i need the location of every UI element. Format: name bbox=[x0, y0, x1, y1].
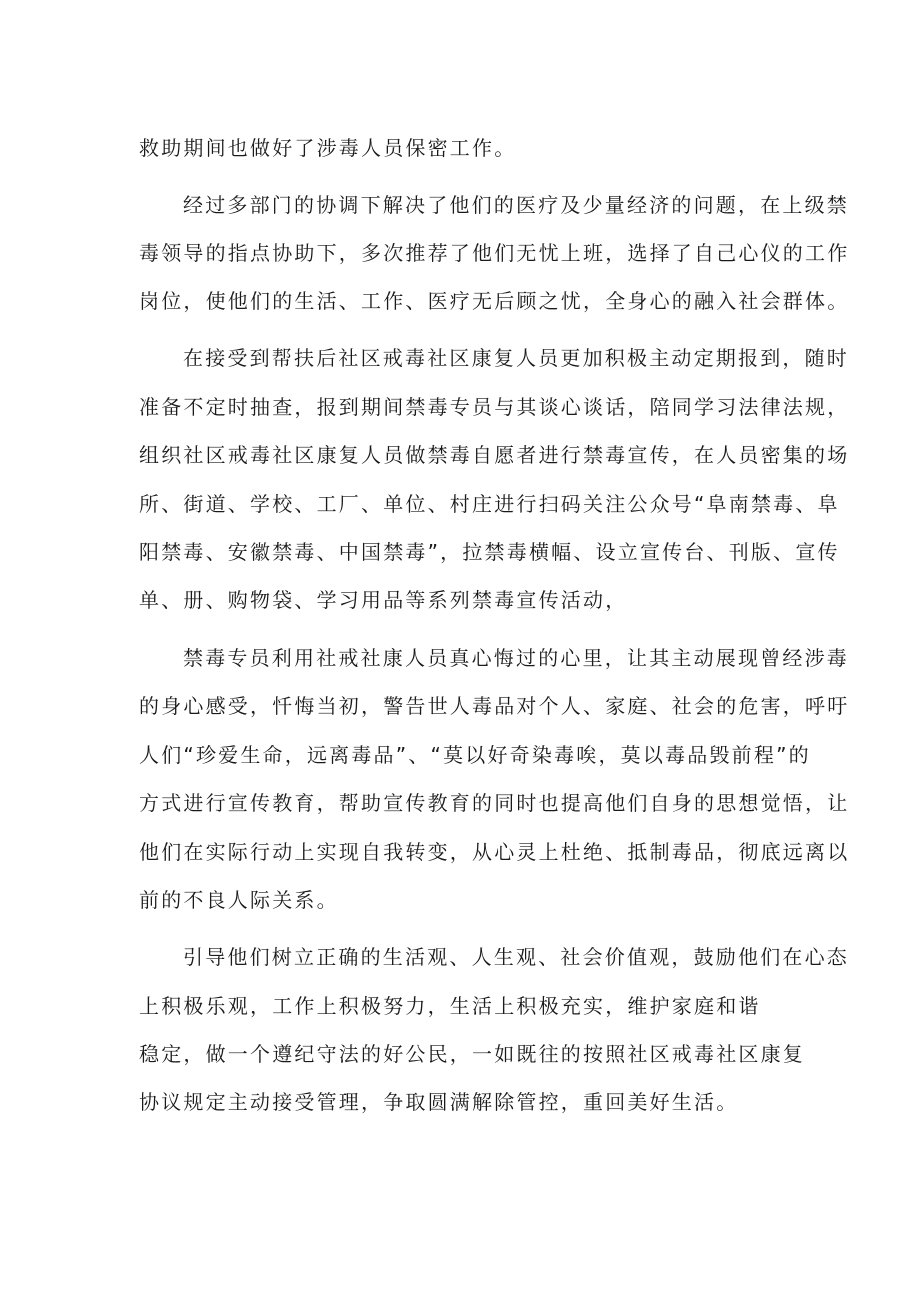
paragraph-4-line-2: 的身心感受，忏悔当初，警告世人毒品对个人、家庭、社会的危害，呼吁 bbox=[139, 694, 850, 718]
paragraph-4-line-3: 人们“珍爱生命，远离毒品”、“莫以好奇染毒唉，莫以毒品毁前程”的 bbox=[139, 743, 811, 767]
paragraph-3-line-4: 所、街道、学校、工厂、单位、村庄进行扫码关注公众号“阜南禁毒、阜 bbox=[139, 492, 840, 516]
paragraph-2-line-1: 经过多部门的协调下解决了他们的医疗及少量经济的问题，在上级禁 bbox=[183, 193, 849, 217]
paragraph-3-line-3: 组织社区戒毒社区康复人员做禁毒自愿者进行禁毒宣传，在人员密集的场 bbox=[139, 443, 850, 467]
paragraph-1-line-1: 救助期间也做好了涉毒人员保密工作。 bbox=[139, 136, 517, 160]
paragraph-5-line-2: 上积极乐观，工作上积极努力，生活上积极充实，维护家庭和谐 bbox=[139, 994, 761, 1018]
paragraph-5-line-1: 引导他们树立正确的生活观、人生观、社会价值观，鼓励他们在心态 bbox=[183, 945, 849, 969]
paragraph-2-line-2: 毒领导的指点协助下，多次推荐了他们无忧上班，选择了自己心仪的工作 bbox=[139, 241, 850, 265]
paragraph-4-line-4: 方式进行宣传教育，帮助宣传教育的同时也提高他们自身的思想觉悟，让 bbox=[139, 791, 850, 815]
paragraph-3-line-2: 准备不定时抽查，报到期间禁毒专员与其谈心谈话，陪同学习法律法规， bbox=[139, 395, 850, 419]
paragraph-2-line-3: 岗位，使他们的生活、工作、医疗无后顾之忧，全身心的融入社会群体。 bbox=[139, 289, 850, 313]
paragraph-4-line-6: 前的不良人际关系。 bbox=[139, 888, 339, 912]
paragraph-3-line-1: 在接受到帮扶后社区戒毒社区康复人员更加积极主动定期报到，随时 bbox=[183, 346, 849, 370]
paragraph-3-line-5: 阳禁毒、安徽禁毒、中国禁毒”，拉禁毒横幅、设立宣传台、刊版、宣传 bbox=[139, 540, 840, 564]
paragraph-5-line-4: 协议规定主动接受管理，争取圆满解除管控，重回美好生活。 bbox=[139, 1090, 739, 1114]
paragraph-5-line-3: 稳定，做一个遵纪守法的好公民，一如既往的按照社区戒毒社区康复 bbox=[139, 1042, 805, 1066]
paragraph-3-line-6: 单、册、购物袋、学习用品等系列禁毒宣传活动， bbox=[139, 588, 628, 612]
paragraph-4-line-1: 禁毒专员利用社戒社康人员真心悔过的心里，让其主动展现曾经涉毒 bbox=[183, 646, 849, 670]
paragraph-4-line-5: 他们在实际行动上实现自我转变，从心灵上杜绝、抵制毒品，彻底远离以 bbox=[139, 840, 850, 864]
